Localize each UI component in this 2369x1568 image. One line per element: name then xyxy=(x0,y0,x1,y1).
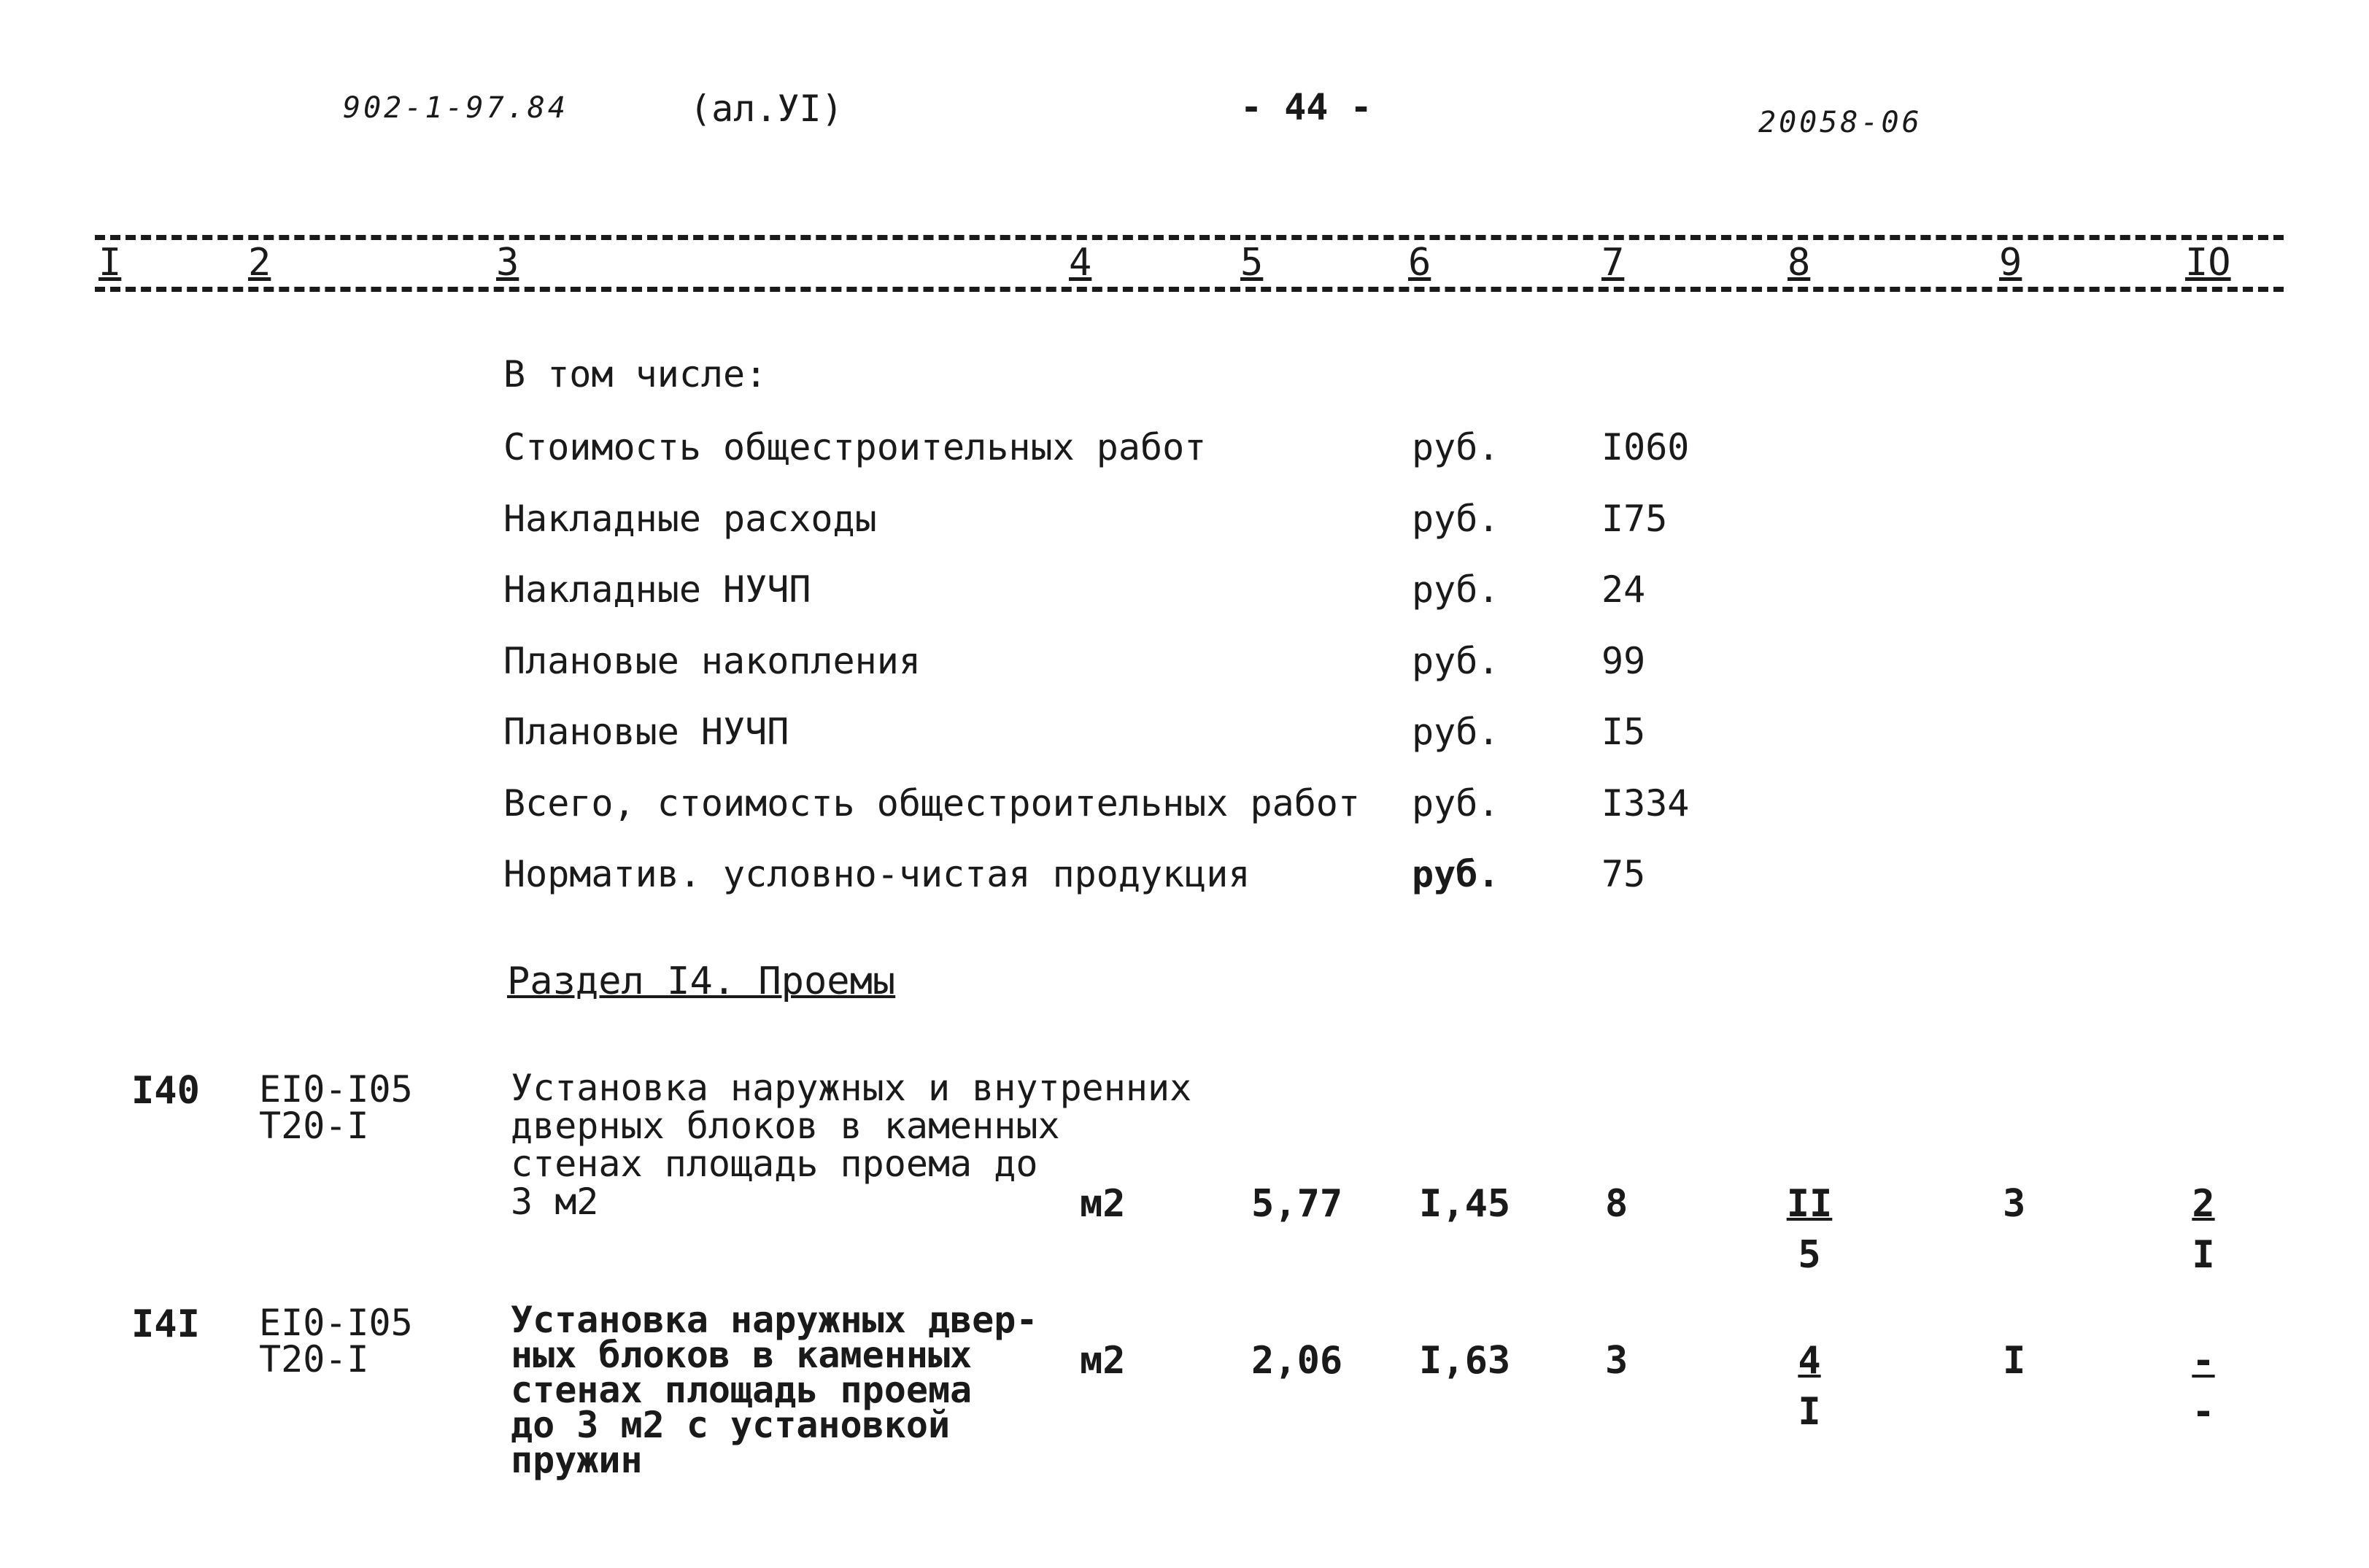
column-number: 5 xyxy=(1240,241,1264,285)
item-quantity: 2,06 xyxy=(1251,1339,1343,1383)
header-bottom-rule xyxy=(95,287,2284,292)
subtotal-label: Плановые накопления xyxy=(503,640,921,682)
subtotal-unit: руб. xyxy=(1412,568,1500,611)
subtotal-label: Стоимость общестроительных работ xyxy=(503,426,1207,468)
subtotal-label: Накладные НУЧП xyxy=(503,568,811,611)
item-price: I,63 xyxy=(1419,1339,1511,1383)
column-number: 4 xyxy=(1069,241,1092,285)
fraction-denominator: - xyxy=(2192,1390,2215,1434)
item-code: T20-I xyxy=(259,1105,369,1147)
item-unit: м2 xyxy=(1080,1182,1126,1226)
subtotal-value: 75 xyxy=(1601,853,1646,895)
column-number: I xyxy=(98,241,122,285)
column-number: 3 xyxy=(496,241,519,285)
item-col8-fraction xyxy=(1780,1335,1839,1437)
subtotal-unit: руб. xyxy=(1412,782,1500,824)
subtotal-label: Норматив. условно-чистая продукция xyxy=(503,853,1251,895)
subtotal-value: I060 xyxy=(1601,426,1690,468)
item-description: Установка наружных и внутренних дверных блоков в каменных стенах площадь проема до 3 м2 xyxy=(511,1067,1192,1223)
subtotal-label: Плановые НУЧП xyxy=(503,711,789,753)
fraction-numerator: - xyxy=(2192,1339,2215,1383)
item-col9: 3 xyxy=(2003,1182,2026,1226)
subtotal-value: I75 xyxy=(1601,498,1668,540)
subtotal-value: I334 xyxy=(1601,782,1690,824)
header-top-rule xyxy=(95,235,2284,240)
fraction-denominator: I xyxy=(2192,1233,2215,1277)
item-quantity: 5,77 xyxy=(1251,1182,1343,1226)
column-number: IO xyxy=(2185,241,2231,285)
item-col8-fraction xyxy=(1780,1178,1839,1281)
item-code: EI0-I05 xyxy=(259,1068,413,1111)
subtotal-unit: руб. xyxy=(1412,640,1500,682)
page-number: - 44 - xyxy=(1240,86,1372,128)
item-number: I4I xyxy=(131,1302,200,1346)
subtotal-unit: руб. xyxy=(1412,853,1500,895)
column-number: 7 xyxy=(1601,241,1625,285)
column-number: 2 xyxy=(248,241,271,285)
subtotal-value: 99 xyxy=(1601,640,1646,682)
section-title: Раздел I4. Проемы xyxy=(507,959,896,1003)
fraction-denominator: 5 xyxy=(1798,1233,1821,1277)
item-code: EI0-I05 xyxy=(259,1302,413,1344)
subtotal-unit: руб. xyxy=(1412,426,1500,468)
subtotal-label: Накладные расходы xyxy=(503,498,877,540)
column-number: 6 xyxy=(1408,241,1431,285)
fraction-numerator: 2 xyxy=(2192,1182,2215,1226)
column-number: 9 xyxy=(1999,241,2022,285)
column-number: 8 xyxy=(1788,241,1811,285)
project-code: 902-1-97.84 xyxy=(343,91,568,125)
document-number: 20058-06 xyxy=(1758,106,1922,139)
subtotal-unit: руб. xyxy=(1412,711,1500,753)
subtotal-heading: В том числе: xyxy=(503,353,768,395)
fraction-numerator: II xyxy=(1786,1182,1833,1226)
item-number: I40 xyxy=(131,1069,200,1113)
subtotal-value: I5 xyxy=(1601,711,1646,753)
subtotal-unit: руб. xyxy=(1412,498,1500,540)
item-col10-fraction xyxy=(2181,1335,2225,1437)
item-total: 3 xyxy=(1605,1339,1628,1383)
album-label: (ал.УI) xyxy=(689,88,843,130)
item-price: I,45 xyxy=(1419,1182,1511,1226)
subtotal-label: Всего, стоимость общестроительных работ xyxy=(503,782,1360,824)
subtotal-value: 24 xyxy=(1601,568,1646,611)
item-code: T20-I xyxy=(259,1338,369,1380)
item-col10-fraction xyxy=(2181,1178,2225,1281)
item-total: 8 xyxy=(1605,1182,1628,1226)
fraction-denominator: I xyxy=(1798,1390,1821,1434)
item-col9: I xyxy=(2003,1339,2026,1383)
fraction-numerator: 4 xyxy=(1798,1339,1821,1383)
item-description: Установка наружных двер- ных блоков в каменных стенах площадь проема до 3 м2 с установкой пружин xyxy=(511,1299,1038,1481)
item-unit: м2 xyxy=(1080,1339,1126,1383)
